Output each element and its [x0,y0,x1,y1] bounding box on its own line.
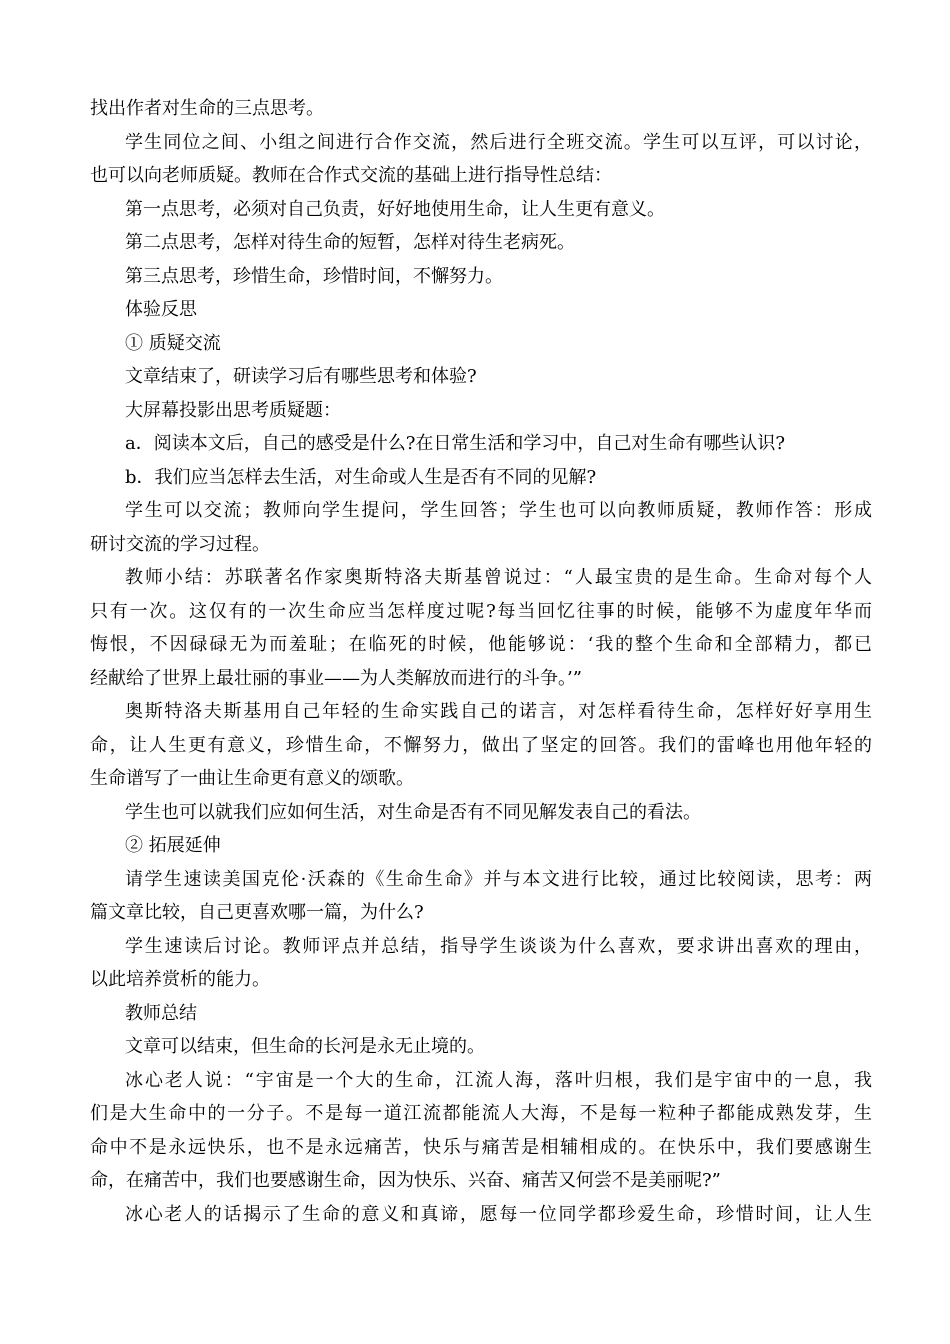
text-line-6: 第三点思考，珍惜生命，珍惜时间，不懈努力。 [125,265,503,287]
text-line-11: a．阅读本文后，自己的感受是什么?在日常生活和学习中，自己对生命有哪些认识? [125,433,786,454]
text-line-21: 生命谱写了一曲让生命更有意义的颂歌。 [90,768,414,789]
text-line-29: 文章可以结束，但生命的长河是永无止境的。 [125,1036,485,1057]
text-line-18: 经献给了世界上最壮丽的事业——为人类解放而进行的斗争。’” [90,667,582,689]
text-line-32: 命中不是永远快乐，也不是永远痛苦，快乐与痛苦是相辅相成的。在快乐中，我们要感谢生 [90,1136,872,1158]
text-line-22: 学生也可以就我们应如何生活，对生命是否有不同见解发表自己的看法。 [125,801,701,823]
text-line-33: 命，在痛苦中，我们也要感谢生命，因为快乐、兴奋、痛苦又何尝不是美丽呢?” [90,1170,721,1191]
text-line-16: 只有一次。这仅有的一次生命应当怎样度过呢?每当回忆往事的时候，能够不为虚度年华而 [90,600,872,622]
text-line-10: 大屏幕投影出思考质疑题： [125,399,341,421]
text-line-20: 命，让人生更有意义，珍惜生命，不懈努力，做出了坚定的回答。我们的雷峰也用他年轻的 [90,734,872,756]
text-line-3: 也可以向老师质疑。教师在合作式交流的基础上进行指导性总结： [90,165,612,186]
text-line-9: 文章结束了，研读学习后有哪些思考和体验? [125,366,477,387]
text-line-26: 学生速读后讨论。教师评点并总结，指导学生谈谈为什么喜欢，要求讲出喜欢的理由， [125,935,872,957]
text-line-12: b．我们应当怎样去生活，对生命或人生是否有不同的见解? [125,466,597,488]
text-line-2: 学生同位之间、小组之间进行合作交流，然后进行全班交流。学生可以互评，可以讨论， [125,131,872,153]
text-line-17: 悔恨，不因碌碌无为而羞耻；在临死的时候，他能够说：‘我的整个生命和全部精力，都已 [90,634,872,655]
text-line-34: 冰心老人的话揭示了生命的意义和真谛，愿每一位同学都珍爱生命，珍惜时间，让人生 [125,1203,872,1225]
text-line-28: 教师总结 [125,1002,197,1024]
text-line-14: 研讨交流的学习过程。 [90,533,270,555]
text-line-27: 以此培养赏析的能力。 [90,969,270,990]
text-line-25: 篇文章比较，自己更喜欢哪一篇，为什么? [90,902,424,923]
text-line-7: 体验反思 [125,299,197,320]
document-page [90,92,872,1231]
text-line-24: 请学生速读美国克伦·沃森的《生命生命》并与本文进行比较，通过比较阅读，思考：两 [125,868,872,890]
text-line-13: 学生可以交流；教师向学生提问，学生回答；学生也可以向教师质疑，教师作答：形成 [125,500,872,521]
text-line-23: ② 拓展延伸 [125,835,221,856]
text-line-1: 找出作者对生命的三点思考。 [90,98,324,119]
text-line-15: 教师小结：苏联著名作家奥斯特洛夫斯基曾说过：“人最宝贵的是生命。生命对每个人 [125,567,872,588]
text-line-5: 第二点思考，怎样对待生命的短暂，怎样对待生老病死。 [125,232,575,253]
text-line-4: 第一点思考，必须对自己负责，好好地使用生命，让人生更有意义。 [125,198,665,220]
text-line-30: 冰心老人说：“宇宙是一个大的生命，江流人海，落叶归根，我们是宇宙中的一息，我 [125,1069,872,1091]
text-line-31: 们是大生命中的一分子。不是每一道江流都能流人大海，不是每一粒种子都能成熟发芽，生 [90,1103,872,1124]
text-line-19: 奥斯特洛夫斯基用自己年轻的生命实践自己的诺言，对怎样看待生命，怎样好好享用生 [125,701,872,722]
text-line-8: ① 质疑交流 [125,332,221,354]
